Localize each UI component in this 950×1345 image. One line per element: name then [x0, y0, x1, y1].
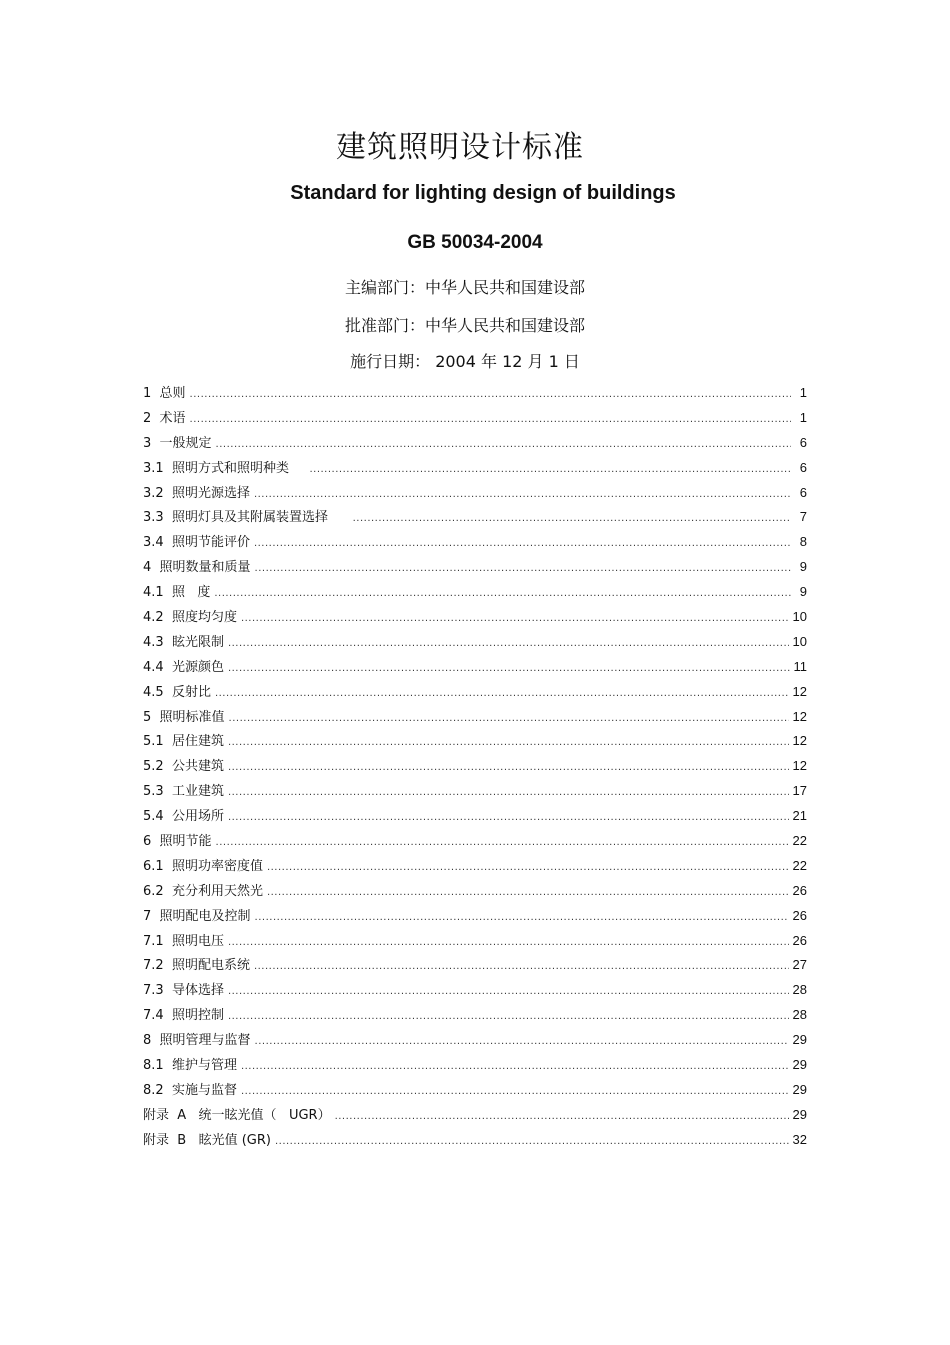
toc-entry[interactable]	[143, 729, 807, 754]
toc-entry-label: 7.2 照明配电系统	[143, 958, 250, 974]
toc-entry-page: 12	[792, 733, 807, 749]
toc-dot-leader	[228, 657, 790, 682]
toc-entry-page: 22	[792, 833, 807, 849]
toc-dot-leader	[335, 1105, 789, 1130]
standard-code: GB 50034-2004	[407, 232, 543, 253]
toc-entry-label: 8.1 维护与管理	[143, 1058, 237, 1074]
toc-dot-leader	[228, 756, 789, 781]
toc-entry-label: 6.1 照明功率密度值	[143, 858, 263, 874]
toc-entry[interactable]	[143, 904, 807, 929]
toc-entry-label: 5.1 居住建筑	[143, 734, 224, 750]
toc-entry[interactable]	[143, 481, 807, 506]
toc-entry-label: 8 照明管理与监督	[143, 1033, 251, 1049]
toc-entry[interactable]	[143, 1003, 807, 1028]
toc-entry-page: 8	[799, 534, 807, 550]
toc-dot-leader	[241, 607, 789, 632]
toc-entry-page: 27	[792, 957, 807, 973]
toc-dot-leader	[255, 1030, 789, 1055]
toc-dot-leader	[228, 980, 789, 1005]
toc-entry-label: 4.4 光源颜色	[143, 659, 224, 675]
toc-entry-page: 22	[792, 857, 807, 873]
toc-dot-leader	[228, 781, 789, 806]
toc-dot-leader	[228, 1005, 789, 1030]
toc-entry-page: 10	[792, 633, 807, 649]
toc-entry-page: 17	[792, 783, 807, 799]
toc-dot-leader	[309, 458, 791, 483]
toc-entry-label: 4.5 反射比	[143, 684, 211, 700]
toc-entry-label: 6.2 充分利用天然光	[143, 883, 263, 899]
toc-entry-label: 1 总则	[143, 386, 186, 401]
toc-dot-leader	[228, 632, 789, 657]
table-of-contents	[143, 381, 807, 1153]
toc-dot-leader	[214, 582, 791, 607]
toc-entry-label: 3.3 照明灯具及其附属装置选择	[143, 510, 349, 526]
toc-entry[interactable]	[143, 1078, 807, 1103]
toc-entry-page: 29	[792, 1032, 807, 1048]
toc-entry-page: 28	[792, 1007, 807, 1023]
toc-entry-page: 26	[792, 932, 807, 948]
toc-entry-page: 29	[792, 1081, 807, 1097]
toc-entry[interactable]	[143, 1128, 807, 1153]
toc-entry[interactable]	[143, 1103, 807, 1128]
toc-entry[interactable]	[143, 779, 807, 804]
toc-entry[interactable]	[143, 605, 807, 630]
toc-dot-leader	[228, 931, 789, 956]
toc-entry-label: 7.3 导体选择	[143, 983, 224, 999]
toc-dot-leader	[267, 856, 789, 881]
toc-entry-label: 4.1 照 度	[143, 585, 211, 601]
toc-entry[interactable]	[143, 530, 807, 555]
toc-entry[interactable]	[143, 705, 807, 730]
toc-entry[interactable]	[143, 406, 807, 431]
toc-entry-label: 5.2 公共建筑	[143, 759, 224, 775]
toc-entry[interactable]	[143, 381, 807, 406]
toc-entry-label: 5.3 工业建筑	[143, 784, 224, 800]
toc-entry-page: 6	[799, 434, 807, 450]
toc-dot-leader	[241, 1055, 789, 1080]
toc-entry[interactable]	[143, 580, 807, 605]
toc-entry-label: 3 一般规定	[143, 435, 212, 451]
toc-dot-leader	[254, 532, 791, 557]
toc-entry[interactable]	[143, 505, 807, 530]
toc-entry[interactable]	[143, 953, 807, 978]
toc-entry-page: 26	[792, 907, 807, 923]
toc-entry[interactable]	[143, 680, 807, 705]
toc-dot-leader	[216, 433, 791, 458]
toc-entry-label: 4.3 眩光限制	[143, 634, 224, 650]
toc-dot-leader	[241, 1080, 789, 1105]
toc-entry-label: 附录 A 统一眩光值（ UGR）	[143, 1107, 331, 1123]
toc-entry-label: 2 术语	[143, 410, 186, 426]
toc-entry[interactable]	[143, 978, 807, 1003]
toc-dot-leader	[229, 707, 789, 732]
toc-dot-leader	[255, 906, 789, 931]
toc-entry-page: 21	[792, 808, 807, 824]
toc-entry[interactable]	[143, 630, 807, 655]
toc-dot-leader	[228, 731, 789, 756]
toc-entry-page: 1	[799, 409, 807, 425]
toc-entry-page: 6	[799, 484, 807, 500]
toc-entry-label: 4 照明数量和质量	[143, 560, 251, 576]
toc-entry-page: 11	[793, 658, 807, 674]
toc-dot-leader	[254, 955, 789, 980]
toc-entry-page: 9	[799, 584, 807, 600]
toc-entry[interactable]	[143, 1053, 807, 1078]
toc-entry-label: 3.1 照明方式和照明种类	[143, 460, 306, 476]
toc-entry[interactable]	[143, 655, 807, 680]
toc-entry[interactable]	[143, 854, 807, 879]
toc-entry[interactable]	[143, 555, 807, 580]
toc-entry-page: 29	[792, 1057, 807, 1073]
editor-department: 主编部门：中华人民共和国建设部	[344, 278, 585, 297]
document-title-cn: 建筑照明设计标准	[336, 130, 584, 165]
document-title-en: Standard for lighting design of buildings	[290, 182, 676, 204]
toc-entry[interactable]	[143, 1028, 807, 1053]
toc-entry-label: 4.2 照度均匀度	[143, 610, 237, 626]
toc-entry-page: 12	[792, 683, 807, 699]
toc-entry-page: 1	[799, 385, 807, 400]
toc-entry[interactable]	[143, 879, 807, 904]
toc-entry-page: 28	[792, 982, 807, 998]
toc-dot-leader	[190, 408, 791, 433]
toc-dot-leader	[255, 557, 791, 582]
toc-entry-label: 7.4 照明控制	[143, 1008, 224, 1024]
toc-entry[interactable]	[143, 929, 807, 954]
toc-entry-label: 6 照明节能	[143, 834, 212, 850]
toc-entry-label: 附录 B 眩光值 (GR)	[143, 1132, 271, 1148]
toc-dot-leader	[353, 507, 791, 532]
toc-entry-page: 9	[799, 559, 807, 575]
toc-entry-label: 5.4 公用场所	[143, 809, 224, 825]
toc-entry-page: 12	[792, 708, 807, 724]
toc-entry[interactable]	[143, 456, 807, 481]
toc-entry[interactable]	[143, 754, 807, 779]
toc-entry-label: 3.4 照明节能评价	[143, 535, 250, 551]
toc-entry-page: 26	[792, 882, 807, 898]
toc-dot-leader	[215, 682, 789, 707]
toc-dot-leader	[254, 483, 791, 508]
toc-entry[interactable]	[143, 829, 807, 854]
toc-dot-leader	[267, 881, 789, 906]
toc-dot-leader	[190, 383, 791, 408]
toc-entry[interactable]	[143, 804, 807, 829]
approver-department: 批准部门：中华人民共和国建设部	[344, 316, 585, 335]
toc-dot-leader	[275, 1130, 789, 1155]
toc-entry-page: 7	[799, 509, 807, 525]
toc-entry-page: 29	[792, 1106, 807, 1122]
toc-entry-page: 6	[799, 459, 807, 475]
toc-entry-label: 8.2 实施与监督	[143, 1082, 237, 1098]
toc-entry[interactable]	[143, 431, 807, 456]
toc-entry-page: 12	[792, 758, 807, 774]
effective-date: 施行日期： 2004 年 12 月 1 日	[350, 352, 580, 371]
toc-entry-label: 7 照明配电及控制	[143, 908, 251, 924]
toc-entry-label: 7.1 照明电压	[143, 933, 224, 949]
toc-entry-page: 32	[792, 1131, 807, 1147]
toc-entry-label: 5 照明标准值	[143, 709, 225, 725]
toc-dot-leader	[228, 806, 789, 831]
toc-entry-label: 3.2 照明光源选择	[143, 485, 250, 501]
toc-dot-leader	[216, 831, 789, 856]
toc-entry-page: 10	[792, 609, 807, 625]
